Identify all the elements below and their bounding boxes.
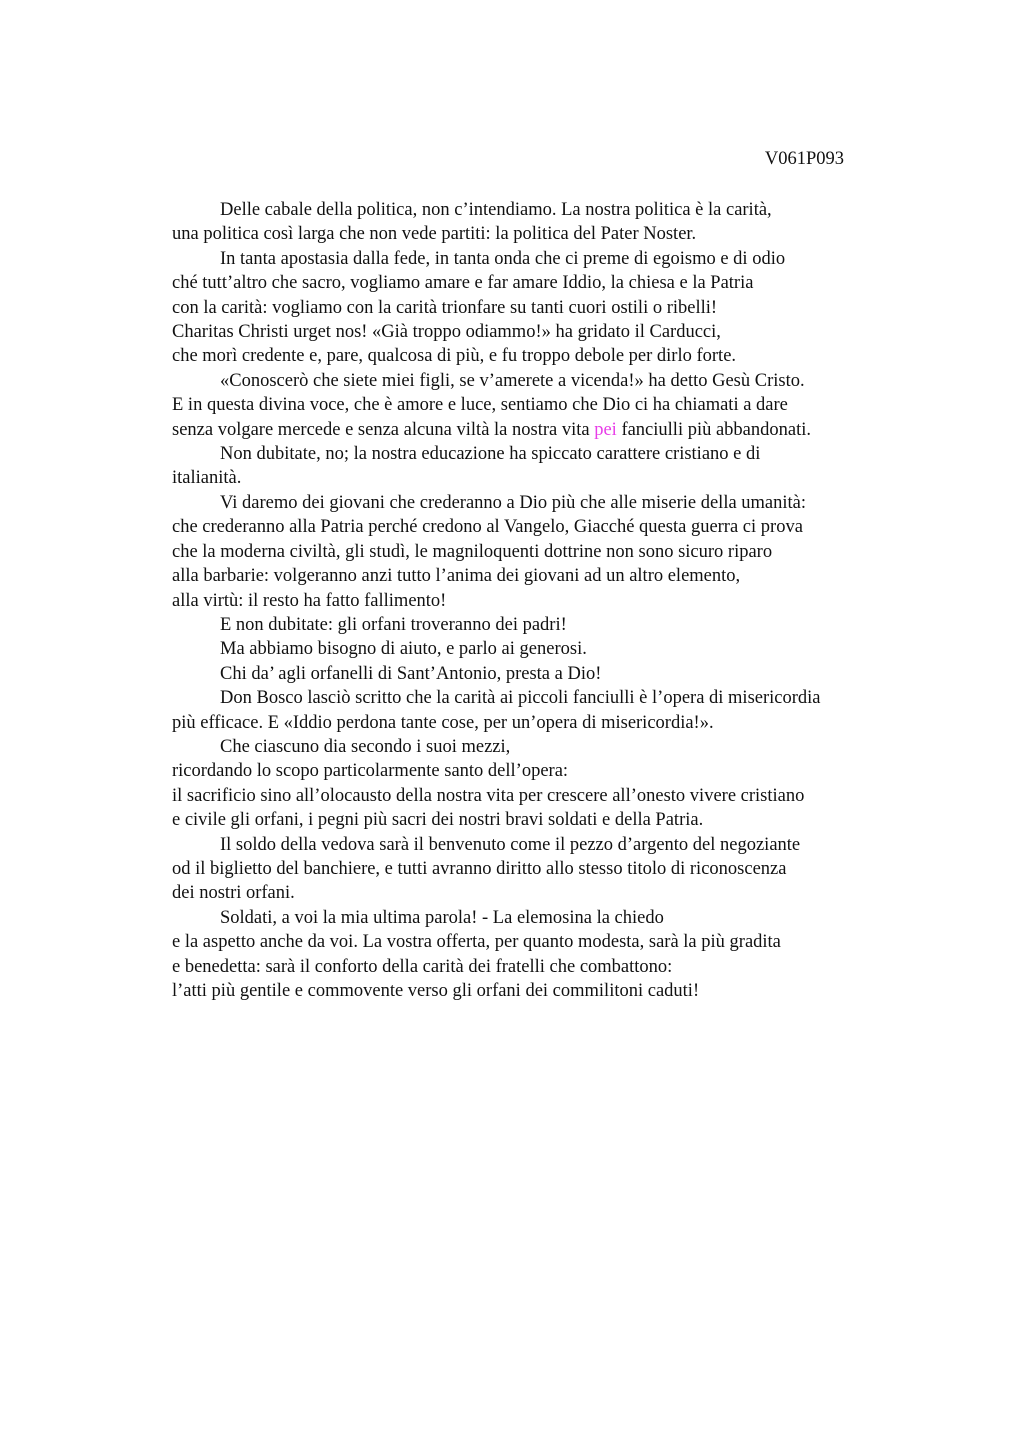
text-line: E in questa divina voce, che è amore e luce, sentiamo che Dio ci ha chiamati a dare [172,395,788,416]
text-line: Il soldo della vedova sarà il benvenuto come il pezzo d’argento del negoziante [220,834,801,855]
text-line: italianità. [172,468,242,489]
text-line: ché tutt’altro che sacro, vogliamo amare e far amare Iddio, la chiesa e la Patria [172,273,754,294]
text-line: dei nostri orfani. [172,883,295,904]
text-line: e la aspetto anche da voi. La vostra offerta, per quanto modesta, sarà la più gradita [172,932,781,953]
text-line: Charitas Christi urget nos! «Già troppo odiammo!» ha gridato il Carducci, [172,322,721,343]
text-line: In tanta apostasia dalla fede, in tanta onda che ci preme di egoismo e di odio [220,248,786,269]
text-line: che crederanno alla Patria perché credono al Vangelo, Giacché questa guerra ci prova [172,517,803,538]
text-line: «Conoscerò che siete miei figli, se v’amerete a vicenda!» ha detto Gesù Cristo. [220,370,805,391]
text-line: e benedetta: sarà il conforto della carità dei fratelli che combattono: [172,956,673,977]
text-segment: fanciulli più abbandonati. [616,419,812,440]
text-line: con la carità: vogliamo con la carità trionfare su tanti cuori ostili o ribelli! [172,297,718,318]
text-line: E non dubitate: gli orfani troveranno dei padri! [220,614,567,635]
text-line: Delle cabale della politica, non c’intendiamo. La nostra politica è la carità, [220,200,772,220]
text-line: l’atti più gentile e commovente verso gli orfani dei commilitoni caduti! [172,981,700,1001]
text-line: alla barbarie: volgeranno anzi tutto l’anima dei giovani ad un altro elemento, [172,566,741,587]
highlighted-word: pei [594,419,617,440]
text-line: Non dubitate, no; la nostra educazione ha spiccato carattere cristiano e di [220,444,761,465]
document-body [172,198,912,1003]
text-line: Vi daremo dei giovani che crederanno a Dio più che alle miserie della umanità: [220,492,807,513]
text-line: e civile gli orfani, i pegni più sacri dei nostri bravi soldati e della Patria. [172,810,704,831]
text-line-highlighted [172,418,912,442]
text-segment: senza volgare mercede e senza alcuna viltà la nostra vita [172,419,595,440]
text-line: Don Bosco lasciò scritto che la carità ai piccoli fanciulli è l’opera di misericordia [220,688,821,709]
text-line: Che ciascuno dia secondo i suoi mezzi, [220,736,511,757]
text-line: od il biglietto del banchiere, e tutti avranno diritto allo stesso titolo di riconoscenza [172,858,787,879]
text-line: ricordando lo scopo particolarmente santo dell’opera: [172,761,569,782]
text-line: Chi da’ agli orfanelli di Sant’Antonio, presta a Dio! [220,663,602,684]
text-line: Ma abbiamo bisogno di aiuto, e parlo ai generosi. [220,639,587,660]
text-line: che morì credente e, pare, qualcosa di più, e fu troppo debole per dirlo forte. [172,346,737,367]
text-line: che la moderna civiltà, gli studì, le magniloquenti dottrine non sono sicuro riparo [172,541,773,562]
text-line: più efficace. E «Iddio perdona tante cose, per un’opera di misericordia!». [172,712,714,733]
text-line: il sacrificio sino all’olocausto della nostra vita per crescere all’onesto vivere cristiano [172,785,805,806]
page-identifier: V061P093 [764,149,844,169]
text-line: alla virtù: il resto ha fatto fallimento! [172,590,447,611]
text-line: Soldati, a voi la mia ultima parola! - La elemosina la chiedo [220,907,664,928]
text-line: una politica così larga che non vede partiti: la politica del Pater Noster. [172,224,697,245]
